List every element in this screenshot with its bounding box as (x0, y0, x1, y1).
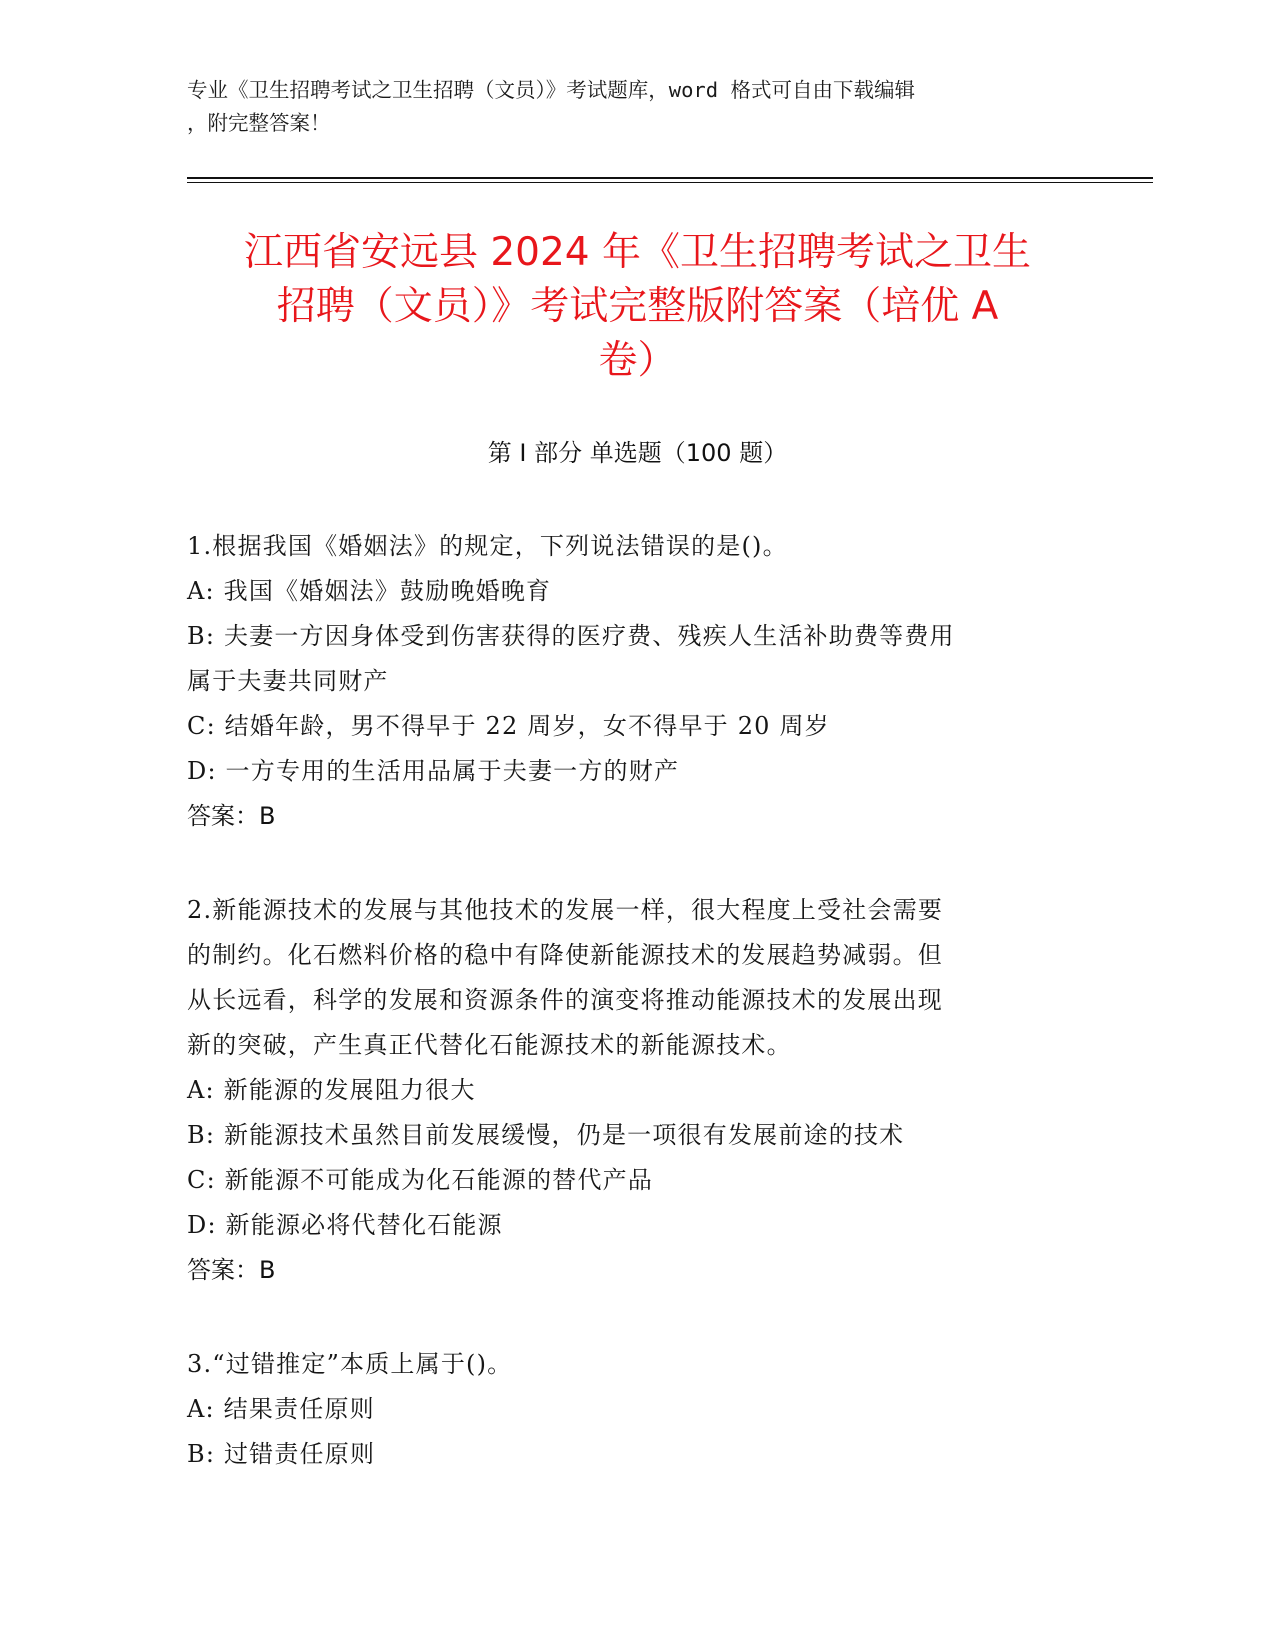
question-stem: 1.根据我国《婚姻法》的规定，下列说法错误的是()。 (187, 532, 788, 560)
option-a: A: 我国《婚姻法》鼓励晚婚晚育 (187, 577, 552, 605)
option-b: B: 夫妻一方因身体受到伤害获得的医疗费、残疾人生活补助费等费用 (187, 622, 955, 650)
header-rule-thick (187, 177, 1153, 179)
option-a: A: 新能源的发展阻力很大 (187, 1076, 476, 1104)
option-c: C: 新能源不可能成为化石能源的替代产品 (187, 1166, 654, 1194)
question-stem: 新的突破，产生真正代替化石能源技术的新能源技术。 (187, 1031, 792, 1059)
option-b-continued: 属于夫妻共同财产 (187, 667, 389, 695)
header-note-line: ，附完整答案！ (187, 111, 331, 135)
option-a: A: 结果责任原则 (187, 1395, 375, 1423)
question-stem: 从长远看，科学的发展和资源条件的演变将推动能源技术的发展出现 (187, 986, 943, 1014)
option-d: D: 新能源必将代替化石能源 (187, 1211, 503, 1239)
header-note-line: 专业《卫生招聘考试之卫生招聘（文员）》考试题库，word 格式可自由下载编辑 (187, 78, 915, 102)
document-title (150, 226, 1125, 388)
question-3 (187, 1342, 1067, 1477)
question-1 (187, 524, 1067, 839)
question-stem: 2.新能源技术的发展与其他技术的发展一样，很大程度上受社会需要 (187, 896, 944, 924)
header-rule-thin (187, 182, 1153, 183)
question-stem: 的制约。化石燃料价格的稳中有降使新能源技术的发展趋势减弱。但 (187, 941, 943, 969)
option-d: D: 一方专用的生活用品属于夫妻一方的财产 (187, 757, 680, 785)
answer-label: 答案：B (187, 1256, 276, 1284)
header-note (187, 74, 1067, 140)
title-line: 江西省安远县 2024 年《卫生招聘考试之卫生 (243, 230, 1032, 275)
option-c: C: 结婚年龄，男不得早于 22 周岁，女不得早于 20 周岁 (187, 712, 830, 740)
question-2 (187, 888, 1067, 1293)
answer-label: 答案：B (187, 802, 276, 830)
section-heading: 第 I 部分 单选题（100 题） (487, 439, 788, 467)
title-line: 卷） (598, 338, 677, 383)
option-b: B: 新能源技术虽然目前发展缓慢，仍是一项很有发展前途的技术 (187, 1121, 905, 1149)
title-line: 招聘（文员）》考试完整版附答案（培优 A (276, 284, 999, 329)
question-stem: 3.“过错推定”本质上属于()。 (187, 1350, 513, 1378)
option-b: B: 过错责任原则 (187, 1440, 376, 1468)
